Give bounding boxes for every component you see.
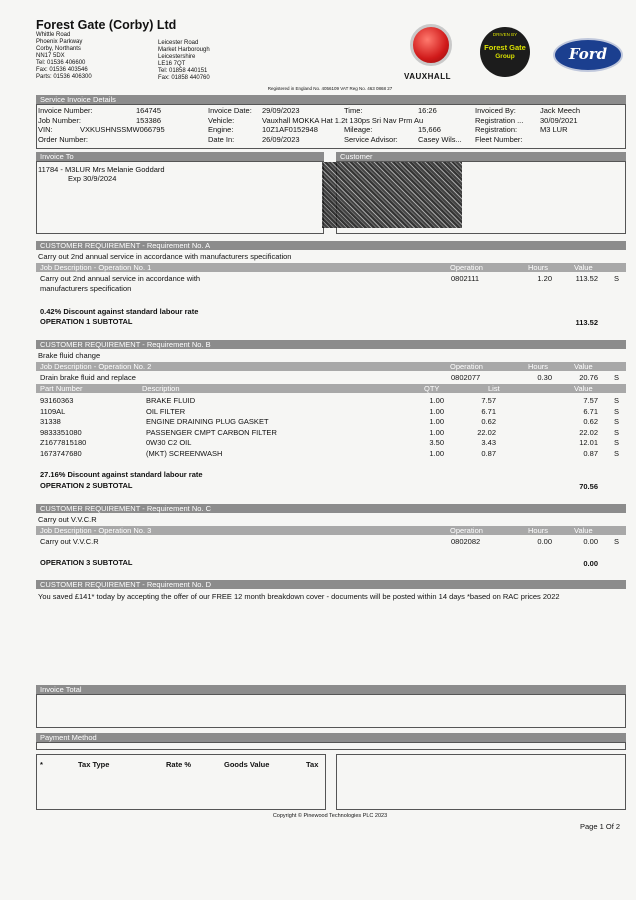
service-field-value: 10Z1AF0152948 <box>262 125 318 134</box>
address-line: Fax: 01536 403546 <box>36 67 88 73</box>
service-field-value: 16:26 <box>418 106 437 115</box>
operation-3-hours: 0.00 <box>537 537 552 546</box>
operation-2-hours: 0.30 <box>537 373 552 382</box>
col-hours: Hours <box>528 526 549 535</box>
operation-3-subtotal: 0.00 <box>583 559 598 568</box>
operation-3-title: Job Description - Operation No. 3 <box>40 526 152 535</box>
part-part: 9833351080 <box>40 427 82 437</box>
service-field-value: Vauxhall MOKKA Hat 1.2t 130ps Sri Nav Prm Au <box>262 115 424 125</box>
part-flag: S <box>614 427 620 437</box>
col-hours: Hours <box>528 362 549 371</box>
address-line: LE16 7QT <box>158 61 186 67</box>
company-address-harborough <box>158 40 268 82</box>
vauxhall-griffin-icon <box>410 24 452 66</box>
tax-rate-header: Rate % <box>166 760 192 769</box>
col-operation: Operation <box>450 362 483 371</box>
operation-2-desc: Drain brake fluid and replace <box>40 373 136 382</box>
operation-3-value: 0.00 <box>583 537 598 546</box>
service-field-label: Fleet Number: <box>475 134 523 144</box>
part-flag: S <box>614 417 620 426</box>
operation-2-code: 0802077 <box>451 373 481 382</box>
operation-1-subtotal-label: OPERATION 1 SUBTOTAL <box>40 317 133 326</box>
part-qty: 1.00 <box>429 396 444 405</box>
fg-group: Group <box>495 53 515 60</box>
service-field-value: 15,666 <box>418 125 441 134</box>
service-field-label: Registration: <box>475 125 518 134</box>
service-field-value: 164745 <box>136 106 162 115</box>
operation-1-subtotal: 113.52 <box>575 318 598 327</box>
page-number: Page 1 Of 2 <box>580 822 621 831</box>
part-value: 6.71 <box>583 406 598 416</box>
service-field-label: VIN: <box>38 125 53 134</box>
parts-col-part: Part Number <box>40 384 83 393</box>
invoice-total-box <box>36 694 626 728</box>
operation-1-flag: S <box>614 274 620 283</box>
part-value: 7.57 <box>583 396 598 405</box>
operation-2-title: Job Description - Operation No. 2 <box>40 362 152 371</box>
company-address-corby <box>36 32 146 81</box>
operation-1-hours: 1.20 <box>537 274 552 283</box>
requirement-d-bar: CUSTOMER REQUIREMENT - Requirement No. D <box>36 580 626 589</box>
part-list: 6.71 <box>481 406 496 416</box>
operation-3-flag: S <box>614 537 620 546</box>
part-list: 0.62 <box>481 417 496 426</box>
part-flag: S <box>614 448 620 458</box>
vauxhall-wordmark: VAUXHALL <box>404 72 451 81</box>
parts-col-desc: Description <box>142 384 180 393</box>
service-field-value: Jack Meech <box>540 106 581 115</box>
col-value: Value <box>574 526 593 535</box>
part-qty: 1.00 <box>429 417 444 426</box>
service-field-value: M3 LUR <box>540 125 568 134</box>
service-field-value: 153386 <box>136 115 162 125</box>
operation-2-bar <box>36 362 626 371</box>
part-part: Z1677815180 <box>40 438 87 447</box>
part-part: 1109AL <box>40 406 66 416</box>
operation-1-desc1: Carry out 2nd annual service in accordance with <box>40 274 201 283</box>
service-field-label: Invoice Number: <box>38 106 93 115</box>
parts-header-bar <box>36 384 626 393</box>
part-part: 31338 <box>40 417 61 426</box>
operation-1-discount: 0.42% Discount against standard labour rate <box>40 307 199 316</box>
operation-1-value: 113.52 <box>575 274 598 283</box>
part-part: 1673747680 <box>40 448 82 458</box>
part-value: 0.62 <box>583 417 598 426</box>
payment-method-bar: Payment Method <box>36 733 626 742</box>
part-value: 12.01 <box>579 438 598 447</box>
part-value: 0.87 <box>583 448 598 458</box>
operation-3-bar <box>36 526 626 535</box>
requirement-c-bar: CUSTOMER REQUIREMENT - Requirement No. C <box>36 504 626 513</box>
service-field-value: 26/09/2023 <box>262 134 300 144</box>
ford-logo <box>553 38 623 72</box>
operation-1-code: 0802111 <box>451 274 480 283</box>
requirement-a-bar: CUSTOMER REQUIREMENT - Requirement No. A <box>36 241 626 250</box>
col-value: Value <box>574 362 593 371</box>
part-desc: BRAKE FLUID <box>146 396 196 405</box>
service-field-label: Time: <box>344 106 363 115</box>
service-field-label: Vehicle: <box>208 115 235 125</box>
operation-1-title: Job Description - Operation No. 1 <box>40 263 152 272</box>
col-hours: Hours <box>528 263 549 272</box>
service-field-value: Casey Wils... <box>418 134 462 144</box>
company-name: Forest Gate (Corby) Ltd <box>36 18 177 32</box>
tax-totals-box <box>336 754 626 810</box>
operation-2-flag: S <box>614 373 620 382</box>
operation-2-value: 20.76 <box>579 373 598 382</box>
payment-method-box <box>36 742 626 750</box>
tax-goods-header: Goods Value <box>224 760 270 769</box>
address-line: Whittle Road <box>36 32 71 38</box>
part-flag: S <box>614 396 620 405</box>
service-field-value: 29/09/2023 <box>262 106 300 115</box>
operation-3-desc: Carry out V.V.C.R <box>40 537 99 546</box>
part-list: 0.87 <box>481 448 496 458</box>
col-value: Value <box>574 263 593 272</box>
part-list: 3.43 <box>481 438 496 447</box>
col-operation: Operation <box>450 263 483 272</box>
tax-star: * <box>40 760 43 769</box>
tax-type-header: Tax Type <box>78 760 110 769</box>
invoice-to-line2: Exp 30/9/2024 <box>68 174 117 183</box>
address-line: Fax: 01858 440760 <box>158 75 210 81</box>
col-operation: Operation <box>450 526 483 535</box>
operation-1-desc2: manufacturers specification <box>40 284 132 293</box>
address-line: Tel: 01858 440151 <box>158 68 208 74</box>
part-part: 93160363 <box>40 396 74 405</box>
part-desc: PASSENGER CMPT CARBON FILTER <box>146 427 277 437</box>
invoice-total-bar: Invoice Total <box>36 685 626 694</box>
part-desc: 0W30 C2 OIL <box>146 438 192 447</box>
operation-3-subtotal-label: OPERATION 3 SUBTOTAL <box>40 558 133 567</box>
parts-col-qty: QTY <box>424 384 440 393</box>
address-line: Market Harborough <box>158 47 210 53</box>
part-desc: ENGINE DRAINING PLUG GASKET <box>146 417 269 426</box>
fg-name: Forest Gate <box>484 43 526 52</box>
requirement-b-bar: CUSTOMER REQUIREMENT - Requirement No. B <box>36 340 626 349</box>
forest-gate-group-logo <box>480 27 530 77</box>
address-line: Leicestershire <box>158 54 196 60</box>
operation-3-code: 0802082 <box>451 537 481 546</box>
address-line: Leicester Road <box>158 40 199 46</box>
part-value: 22.02 <box>579 427 598 437</box>
customer-address-redacted <box>322 162 462 228</box>
part-qty: 1.00 <box>429 406 444 416</box>
operation-2-subtotal: 70.56 <box>579 482 598 491</box>
address-line: Tel: 01536 406600 <box>36 60 86 66</box>
operation-2-discount: 27.16% Discount against standard labour rate <box>40 470 203 479</box>
requirement-a-text: Carry out 2nd annual service in accordance with manufacturers specification <box>38 252 292 261</box>
part-desc: OIL FILTER <box>146 406 186 416</box>
part-desc: (MKT) SCREENWASH <box>146 448 223 458</box>
address-line: NN17 5DX <box>36 53 65 59</box>
part-qty: 1.00 <box>429 427 444 437</box>
part-flag: S <box>614 406 620 416</box>
service-field-label: Job Number: <box>38 115 81 125</box>
parts-col-value: Value <box>574 384 593 393</box>
registration-note: Registered in England No. 4056109 VAT Reg No. 463 0868 27 <box>267 86 393 91</box>
service-field-label: Invoiced By: <box>475 106 516 115</box>
vauxhall-logo <box>400 24 464 88</box>
operation-1-bar <box>36 263 626 272</box>
service-details-bar: Service Invoice Details <box>36 95 626 104</box>
service-field-value: 30/09/2021 <box>540 115 578 125</box>
part-list: 22.02 <box>477 427 496 437</box>
address-line: Corby, Northants <box>36 46 81 52</box>
part-qty: 3.50 <box>429 438 444 447</box>
service-field-label: Invoice Date: <box>208 106 252 115</box>
fg-driven-by: DRIVEN BY <box>492 32 518 37</box>
service-field-value: VXKUSHNSSMW066795 <box>80 125 165 134</box>
copyright: Copyright © Pinewood Technologies PLC 2023 <box>272 813 388 819</box>
service-field-label: Mileage: <box>344 125 373 134</box>
requirement-b-text: Brake fluid change <box>38 351 101 360</box>
address-line: Parts: 01536 406300 <box>36 74 92 80</box>
ford-wordmark: Ford <box>568 45 608 63</box>
service-field-label: Order Number: <box>38 134 89 144</box>
address-line: Phoenix Parkway <box>36 39 83 45</box>
part-qty: 1.00 <box>429 448 444 458</box>
requirement-d-text: You saved £141* today by accepting the offer of our FREE 12 month breakdown cover - documents will be posted within 14 days *based on RAC prices 2022 <box>38 592 560 601</box>
tax-tax-header: Tax <box>306 760 319 769</box>
operation-2-subtotal-label: OPERATION 2 SUBTOTAL <box>40 481 133 490</box>
service-field-label: Registration ... <box>475 115 524 125</box>
customer-bar: Customer <box>336 152 626 161</box>
service-field-label: Service Advisor: <box>344 134 398 144</box>
requirement-c-text: Carry out V.V.C.R <box>38 515 97 524</box>
invoice-to-bar: Invoice To <box>36 152 324 161</box>
parts-col-list: List <box>488 384 500 393</box>
service-field-label: Date In: <box>208 134 235 144</box>
part-flag: S <box>614 438 620 447</box>
service-field-label: Engine: <box>208 125 234 134</box>
invoice-to-line1: 11784 - M3LUR Mrs Melanie Goddard <box>38 165 165 174</box>
part-list: 7.57 <box>481 396 496 405</box>
